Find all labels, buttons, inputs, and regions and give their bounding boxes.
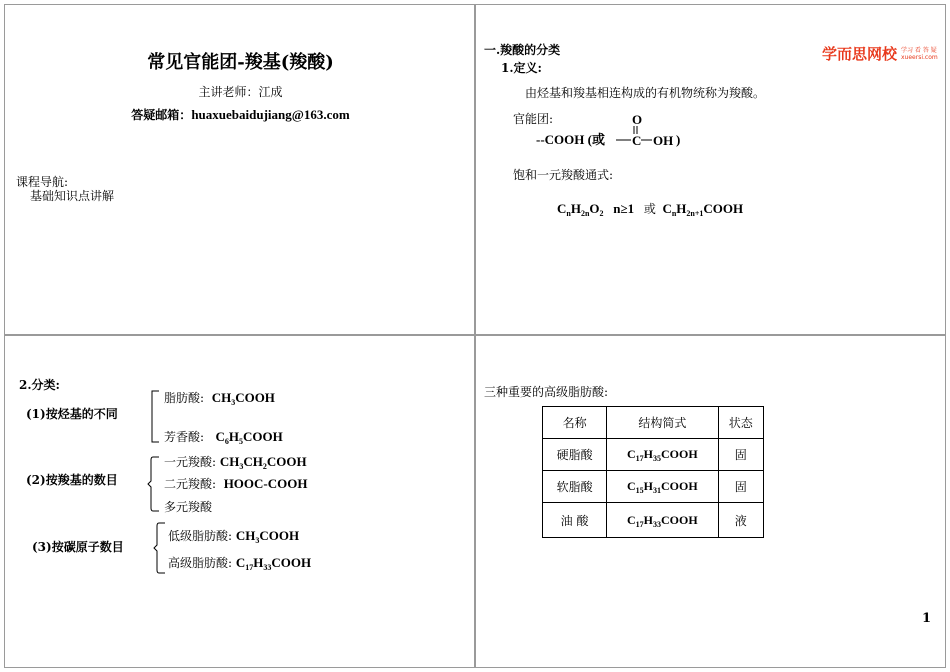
fg-carbon: C bbox=[632, 133, 642, 148]
fatty-acids-heading: 三种重要的高级脂肪酸: bbox=[484, 385, 609, 399]
fg-bonds bbox=[536, 113, 706, 153]
cell-state: 固 bbox=[718, 439, 764, 471]
group-carbon-count-label: (3)按碳原子数目 bbox=[32, 540, 124, 554]
teacher-line: 主讲老师：江成 bbox=[198, 85, 283, 99]
page-number: 1 bbox=[922, 611, 932, 626]
general-formula-label: 饱和一元羧酸通式: bbox=[513, 168, 614, 182]
email-address: huaxuebaidujiang@163.com bbox=[191, 107, 350, 122]
header-structure: 结构简式 bbox=[607, 407, 718, 439]
cell-name: 软脂酸 bbox=[543, 471, 607, 503]
nav-label: 课程导航: bbox=[16, 175, 69, 189]
table-row bbox=[543, 503, 764, 538]
aromatic-acid: 芳香酸: $C_6H_5COOH$ bbox=[164, 429, 283, 446]
brace-group2 bbox=[147, 456, 161, 512]
monocarboxylic-acid: 一元羧酸: $CH_3CH_2COOH$ bbox=[164, 454, 307, 471]
cell-state: 液 bbox=[718, 503, 764, 538]
fg-close: ) bbox=[676, 132, 681, 147]
slide-title bbox=[4, 4, 475, 335]
fg-prefix: --COOH (或 bbox=[536, 132, 605, 147]
cell-name: 油 酸 bbox=[543, 503, 607, 538]
slide-classification bbox=[4, 335, 475, 668]
table-row bbox=[543, 439, 764, 471]
dicarboxylic-acid: 二元羧酸: HOOC-COOH bbox=[164, 476, 308, 491]
general-formula: $C_nH_{2n}O_2$ n≥1 或 $C_nH_{2n+1}COOH$ bbox=[557, 201, 744, 218]
group-carboxyl-count-label: (2)按羧基的数目 bbox=[26, 473, 118, 487]
functional-group-structure bbox=[536, 113, 706, 153]
cell-formula: $C_{17}H_{33}COOH$ bbox=[607, 503, 718, 538]
table-row bbox=[543, 471, 764, 503]
lower-fatty-acid: 低级脂肪酸: $CH_3COOH$ bbox=[168, 528, 300, 545]
group-hydrocarbon-label: (1)按烃基的不同 bbox=[26, 407, 118, 421]
logo-text: 学而思网校 bbox=[822, 45, 898, 63]
logo-tagline: 学习 看 答 疑 bbox=[901, 47, 937, 54]
classification-heading: 2.分类: bbox=[19, 378, 60, 392]
definition-text: 由烃基和羧基相连构成的有机物统称为羧酸。 bbox=[525, 86, 766, 100]
header-name: 名称 bbox=[543, 407, 607, 439]
functional-group-label: 官能团: bbox=[513, 112, 554, 126]
logo-url: xueersi.com bbox=[901, 54, 938, 61]
cell-state: 固 bbox=[718, 471, 764, 503]
brace-group3 bbox=[153, 522, 167, 574]
brand-logo bbox=[822, 43, 938, 64]
fg-hydroxyl: OH bbox=[653, 133, 674, 148]
higher-fatty-acid: 高级脂肪酸: $C_{17}H_{33}COOH$ bbox=[168, 555, 312, 572]
email-line bbox=[5, 108, 476, 122]
fg-oxygen: O bbox=[632, 112, 643, 127]
cell-formula: $C_{15}H_{31}COOH$ bbox=[607, 471, 718, 503]
section-heading: 一.羧酸的分类 bbox=[484, 43, 561, 57]
polycarboxylic-acid: 多元羧酸 bbox=[164, 500, 213, 514]
header-state: 状态 bbox=[718, 407, 764, 439]
brace-group1 bbox=[147, 390, 161, 444]
formula-condition: n≥1 bbox=[613, 201, 635, 216]
nav-item: 基础知识点讲解 bbox=[30, 189, 115, 203]
slide-definition bbox=[475, 4, 946, 335]
email-label: 答疑邮箱： bbox=[131, 108, 192, 122]
fatty-acid-table bbox=[542, 406, 764, 538]
cell-name: 硬脂酸 bbox=[543, 439, 607, 471]
aliphatic-acid: 脂肪酸: $CH_3COOH$ bbox=[164, 390, 275, 407]
table-header-row bbox=[543, 407, 764, 439]
definition-heading: 1.定义: bbox=[501, 61, 542, 75]
cell-formula: $C_{17}H_{35}COOH$ bbox=[607, 439, 718, 471]
slide-fatty-acids bbox=[475, 335, 946, 668]
lecture-title: 常见官能团-羧基(羧酸) bbox=[147, 52, 334, 73]
